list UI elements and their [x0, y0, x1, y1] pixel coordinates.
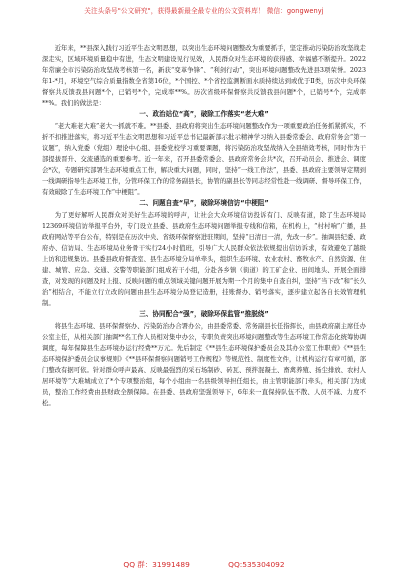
intro-paragraph: 近年来，**县深入践行习近平生态文明思想，以突出生态环境问题整改为重要抓手，坚定推动污染防治攻坚战走深走实，区域环境质量稳中有进，生态文明建设见行见效，人民群众对生态环境的获得感、幸福感不断提升。2022年常廉全市污染防治攻坚战考核第一名，新获“变革争锋”、“利剑行动”，突出环境问题整改先进县3项荣誉。2023年1-*月，环境空气综合质量指数全省第16位，*个国控、*个省控监测断面水质持续达到或优于Ⅱ类，历次中央环保督察共反馈我县问题*个，已销号*个，完成率**%。历次省级环保督察共反馈我县问题*个，已销号*个，完成率**%。我们的做法是： [42, 45, 366, 108]
section-paragraph-2: 为了更好解听人民群众对美好生态环境的呼声，让社会大众环境信访投诉有门、反映有道，除了生态环境局12369环境信访举报平台外，专门设立县委、县政府生态环境问题举报专线和信箱，在机构上，“村村响”广播，县政府网站等平台公布，特别是在历次中央、省级环保督察进驻期间，坚持“日清日一清，先改一步”。抽调县纪委、政府办、信访局、生态环境局业务骨干实行24小时值班，引导广大人民群众依法依规提出信访诉求，有效避免了越级上访和违规集访。县委县政府督查室、县生态环境分局单牵头，组织生态环境、农业农村、畜牧水产、自然资源、住建、城管、应急、交通、交警等职能部门组成若干小组，分赴各乡镇（街道）的工矿企业、田间地头、开展全面排查，对发现的问题及时上报、反映问题的重点领域关键问题开展为期一个月的集中自查自纠，坚持“当下改”和“长久治”相结合，不能立行立改的问题由县生态环境分局登记造册，挂账督办、销号落实，逐步建立起各自长效管理机制。 [42, 211, 366, 307]
footer-qq-group: QQ 群：31991489 [123, 560, 190, 569]
header-banner: 关注头条号"公文研究"，获得最新最全最专业的公文资料库！ 微信：gongwenyj [84, 7, 324, 15]
section-heading-1: 一、政治站位“高”，破除工作落实“老大难” [139, 110, 269, 119]
section-heading-2: 二、问题自查“早”，破除环境信访“中梗阻” [139, 199, 269, 208]
footer-qq: QQ:535304092 [228, 560, 285, 569]
footer [0, 559, 408, 570]
section-paragraph-1: “老大难老大难”老大一抓就不难。**县委、县政府将突出生态环境问题整改作为一项重要政治任务抓紧抓实，不折不扣推进落实，将习近平生态文明思想和习近平总书记最新部示批示精神学习纳入县委常委会、政府常务会“第一议题”，纳入党委（党组）理论中心组、县委党校学习重要课题，将污染防治攻坚战纳入全县绩效考核，同时作为干部提拔晋升、交流遴选的重要参考。近一年来，召开县委常委会、县政府常务会共*次，召开动员会、推进会、调度会*次，专题研究部署生态环境重点工作，解决重大问题，同时，坚持“一线工作法”，县委、县政府主要领导定期到一线调研指导生态环境工作，分管环保工作的常务副县长，协管的副县长等同志经常性赴一线调研、督导环保工作，有效破除了生态环境工作“中梗阻”。 [42, 122, 366, 197]
section-paragraph-3: 将县生态环境、县环保督察办、污染防治办合署办公，由县委常委、常务副县长任指挥长，由县政府副主席任办公室主任，从相关部门抽调**名工作人员相对集中办公，专职负责突出环境问题整改等生态环境工作常态化统筹协调调度，每年保障县生态环境办运行经费**万元。先后制定《**县生态环境保护委员会及其办公室工作职责》《**县生态环境保护委员会议事规则》《**县环保督察问题销号工作规程》等规范性、制度性文件，让机构运行有章可循，部门整改有据可依。针对群众呼声最高、反映最强烈的采石场制砂、砖瓦、预拌混凝土、畜禽养殖、扬尘排放、农村人居环境等“大难城成立了*个专项整治组，每个小组由一名县级领导担任组长，由主管职能部门牵头，相关部门为成员，整治工作经费由县财政全额保障。在县委、县政府坚强领导下，6年来一直保持队伍不散、人员不减、力度不松。 [42, 322, 366, 407]
section-heading-3: 三、协同配合“强”，破除环保监管“推脱绕” [139, 310, 269, 319]
document-body [42, 43, 366, 409]
